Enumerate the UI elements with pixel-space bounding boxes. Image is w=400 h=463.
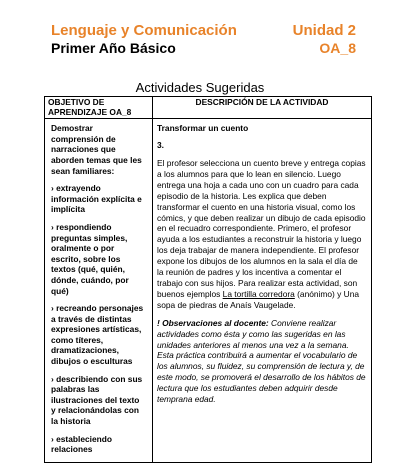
activity-title: Transformar un cuento [157,123,249,134]
objective-item-3: › recreando personajes a través de distintas expresiones artísticas, como títeres, dramatizaciones, dibujos o esculturas [51,303,144,367]
activity-text-part2: (anónimo) y Una sopa de piedras de Anaís Vaugelade. [157,288,360,310]
activities-table [44,96,372,463]
unit-title: Unidad 2 [292,22,356,39]
teacher-notes-label: ! Observaciones al docente: [157,317,269,328]
activity-cell [153,119,372,463]
teacher-notes-text: Conviene realizar actividades como ésta y como las sugeridas en las unidades anteriores al menos una vez a la semana. Esta práctica contribuirá a aumentar el vocabulario de los alumnos, su fluidez, su comprensión de lectura y, de este modo, se promoverá el desarrollo de los hábitos de lectura que los estudiantes deben adquirir desde temprana edad. [157,317,366,405]
table-row [45,119,372,463]
objective-column-header: OBJETIVO DE APRENDIZAJE OA_8 [45,97,153,119]
table-header-row [45,97,372,119]
activity-text-part1: El profesor selecciona un cuento breve y entrega copias a los alumnos para que lo lean en silencio. Luego entrega una hoja a cada uno con un cuadro para cada episodio de la historia. Les explica que deben transformar el cuento en una historia visual, como los cómics, y que deben realizar un dibujo de cada episodio en el recuadro correspondiente. Primero, el profesor ayuda a los estudiantes a reconstruir la historia y luego los deja trabajar de manera independiente. El profesor expone los dibujos de los alumnos en la sala el día de la reunión de padres y los incentiva a comentar el trabajo con sus hijos. Para realizar esta actividad, son buenos ejemplos [157,158,366,299]
objective-item-2: › respondiendo preguntas simples, oralmente o por escrito, sobre los textos (qué, quién, dónde, cuándo, por qué) [51,221,129,296]
objective-cell [45,119,153,463]
activity-description [157,158,366,311]
objective-intro: Demostrar comprensión de narraciones que aborden temas que les sean familiares: [51,123,142,176]
activity-number: 3. [157,140,164,151]
grade-title: Primer Año Básico [51,40,176,56]
description-column-header: DESCRIPCIÓN DE LA ACTIVIDAD [153,97,372,119]
book-title-link: La tortilla corredora [222,288,295,299]
oa-code: OA_8 [319,40,356,56]
objective-item-4: › describiendo con sus palabras las ilustraciones del texto y relacionándolas con la historia [51,373,143,427]
subject-title: Lenguaje y Comunicación [51,22,237,39]
header-right [293,22,356,57]
teacher-notes [157,318,366,405]
objective-item-1: › extrayendo información explícita e implícita [51,183,142,215]
section-title: Actividades Sugeridas [135,80,265,95]
header-left [51,22,237,57]
objective-item-5: › estableciendo relaciones [51,433,112,455]
